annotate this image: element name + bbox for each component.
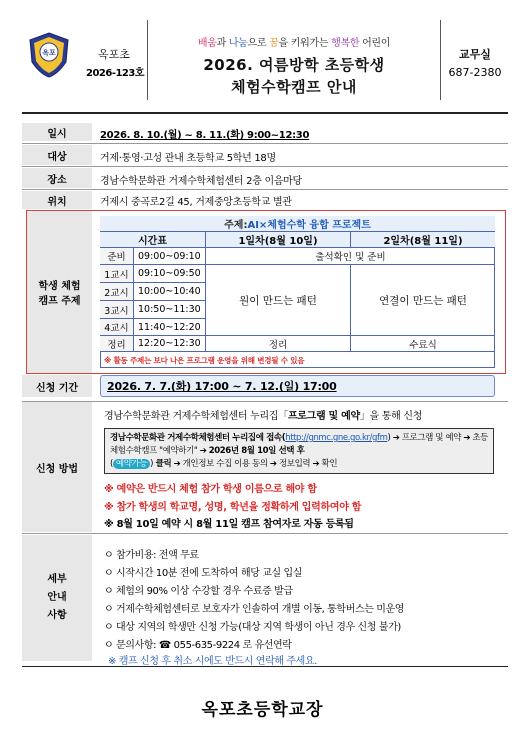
camp-topic: 주제: AI×체험수학 융합 프로젝트 (100, 216, 495, 232)
date-value: 2026. 8. 10.(월) ~ 8. 11.(화) 9:00~12:30 (100, 130, 310, 141)
schedule-row-time: 09:10~09:50 (134, 265, 206, 283)
doc-title-line1: 2026. 여름방학 초등학생 (203, 56, 385, 74)
schedule-header-day1: 1일차(8월 10일) (206, 232, 351, 248)
divider (22, 143, 508, 144)
school-slogan: 배움과 나눔으로 꿈을 키워가는 행복한 어린이 (197, 38, 391, 49)
day2-end-cell: 수료식 (351, 336, 495, 352)
location-label: 위치 (22, 191, 92, 209)
warning-name: ※ 예약은 반드시 체험 참가 학생 이름으로 해야 함 (104, 484, 317, 495)
title-block (148, 20, 440, 100)
day2-main-activity: 연결이 만드는 패턴 (351, 265, 495, 336)
period-value: 2026. 7. 7.(화) 17:00 ~ 7. 12.(일) 17:00 (100, 375, 495, 397)
schedule-row-time: 10:50~11:30 (134, 301, 206, 319)
schedule-header-day2: 2일차(8월 11일) (351, 232, 495, 248)
detail-item: ㅇ 참가비용: 전액 무료 (104, 550, 199, 561)
schedule-prep-cell: 출석확인 및 준비 (206, 248, 495, 265)
day1-end-cell: 정리 (206, 336, 351, 352)
schedule-row-label: 정리 (100, 336, 134, 352)
detail-item: ㅇ 대상 지역의 학생만 신청 가능(대상 지역 학생이 아닌 경우 신청 불가) (104, 622, 401, 633)
camp-label: 학생 체험 캠프 주제 (27, 211, 92, 373)
target-label: 대상 (22, 145, 92, 165)
school-short-name: 옥포초 (98, 48, 130, 61)
schedule-row-time: 09:00~09:10 (134, 248, 206, 265)
reservable-badge: 예약가능 (113, 459, 150, 469)
warning-info: ※ 참가 학생의 학교명, 성명, 학년을 정확하게 입력하여야 함 (104, 502, 362, 513)
doc-header (22, 20, 508, 112)
schedule-row-label: 1교시 (100, 265, 134, 283)
header-divider (22, 112, 508, 114)
divider (22, 533, 508, 534)
detail-item: ㅇ 거제수학체험센터로 보호자가 인솔하여 개별 이동, 통학버스는 미운영 (104, 604, 405, 615)
method-intro: 경남수학문화관 거제수학체험센터 누리집「프로그램 및 예약」을 통해 신청 (104, 411, 423, 422)
detail-item: ㅇ 체험의 90% 이상 수강할 경우 수료증 발급 (104, 586, 293, 597)
document-number: 2026-123호 (85, 68, 145, 79)
method-label: 신청 방법 (22, 402, 92, 532)
details-label: 세부 안내 사항 (22, 535, 92, 661)
date-label: 일시 (22, 123, 92, 141)
day1-main-activity: 원이 만드는 패턴 (206, 265, 351, 336)
period-label: 신청 기간 (22, 375, 92, 397)
schedule-row-label: 3교시 (100, 301, 134, 319)
issuer-signature: 옥포초등학교장 (201, 700, 324, 720)
detail-item: ㅇ 문의사항: ☎ 055-635-9224 로 유선연락 (104, 640, 292, 651)
method-steps-box: 경남수학문화관 거제수학체험센터 누리집에 접속(http://gnmc.gne.go.kr/gfm) ➔ 프로그램 및 예약 ➔ 초등체험수학캠프 "예약하기" ➔ 2026년 8월 10일 선택 후 ( 예약가능 ) 클릭 ➔ 개인정보 수집 이용 동의 ➔ 정보입력 ➔ 확인 (104, 428, 494, 474)
emblem-text: 옥포 (42, 49, 56, 57)
office-label: 교무실 (459, 48, 491, 61)
auto-register-note: ※ 8월 10일 예약 시 8월 11일 캠프 참여자로 자동 등록됨 (104, 519, 354, 530)
target-value: 거제·통영·고성 관내 초등학교 5학년 18명 (100, 153, 276, 164)
cancel-note: ※ 캠프 신청 후 취소 시에도 반드시 연락해 주세요. (108, 656, 317, 667)
schedule-row-time: 12:20~12:30 (134, 336, 206, 352)
schedule-row-label: 준비 (100, 248, 134, 265)
place-label: 장소 (22, 168, 92, 188)
schedule-row-time: 10:00~10:40 (134, 283, 206, 301)
location-value: 거제시 중곡로2길 45, 거제중앙초등학교 별관 (100, 197, 292, 208)
divider (22, 401, 508, 402)
schedule-row-label: 4교시 (100, 319, 134, 336)
doc-title-line2: 체험수학캠프 안내 (231, 78, 357, 96)
school-emblem-icon (28, 32, 70, 78)
detail-item: ㅇ 시작시간 10분 전에 도착하여 해당 교실 입실 (104, 568, 303, 579)
place-value: 경남수학문화관 거제수학체험센터 2층 이음마당 (100, 176, 302, 187)
schedule-header-time: 시간표 (100, 232, 206, 248)
schedule-row-label: 2교시 (100, 283, 134, 301)
divider (22, 189, 508, 190)
center-website-link[interactable]: http://gnmc.gne.go.kr/gfm (285, 433, 388, 443)
divider (22, 166, 508, 167)
divider (22, 666, 508, 667)
schedule-row-time: 11:40~12:20 (134, 319, 206, 336)
office-phone: 687-2380 (448, 66, 502, 79)
office-block (440, 20, 508, 100)
school-block (22, 20, 148, 100)
schedule-notice: ※ 활동 주제는 보다 나은 프로그램 운영을 위해 변경될 수 있음 (104, 356, 305, 365)
